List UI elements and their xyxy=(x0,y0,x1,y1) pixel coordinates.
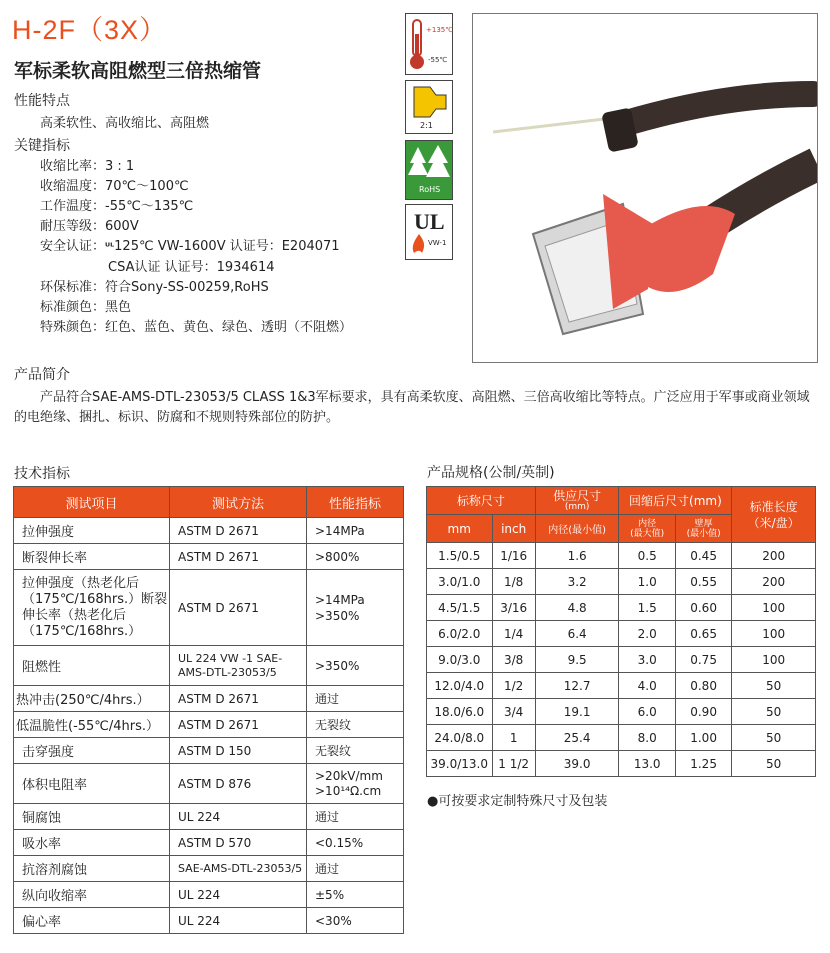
tech-col-header: 测试项目 xyxy=(14,487,170,518)
spec-heading: 产品规格(公制/英制) xyxy=(427,465,555,481)
product-title: H-2F（3X） xyxy=(12,15,168,45)
table-row: 铜腐蚀 UL 224 通过 xyxy=(14,804,404,830)
key-spec-row: 标准颜色：黑色 xyxy=(40,300,132,315)
thermometer-icon: +135℃ -55℃ xyxy=(405,13,453,75)
tech-col-header: 测试方法 xyxy=(170,487,307,518)
spec-note: ●可按要求定制特殊尺寸及包装 xyxy=(427,794,608,809)
table-row: 12.0/4.0 1/2 12.7 4.0 0.80 50 xyxy=(427,673,816,699)
key-specs-heading: 关键指标 xyxy=(14,138,70,154)
table-row: 24.0/8.0 1 25.4 8.0 1.00 50 xyxy=(427,725,816,751)
key-spec-row: 收缩温度：70℃～100℃ xyxy=(40,179,189,194)
table-row: 断裂伸长率 ASTM D 2671 >800% xyxy=(14,544,404,570)
spec-header-rid: 内径 (最大值) xyxy=(619,515,675,543)
table-row: 偏心率 UL 224 <30% xyxy=(14,908,404,934)
key-spec-row: 收缩比率：3 : 1 xyxy=(40,159,135,174)
spec-header-nominal: 标称尺寸 xyxy=(427,487,536,515)
key-spec-row: 耐压等级：600V xyxy=(40,219,139,234)
key-spec-row: CSA认证 认证号：1934614 xyxy=(108,260,275,275)
table-row: 9.0/3.0 3/8 9.5 3.0 0.75 100 xyxy=(427,647,816,673)
tech-table xyxy=(13,486,404,934)
key-spec-row: 工作温度：-55℃～135℃ xyxy=(40,199,194,214)
features-heading: 性能特点 xyxy=(14,93,70,109)
key-spec-row: 环保标准：符合Sony-SS-00259,RoHS xyxy=(40,280,269,295)
table-row: 6.0/2.0 1/4 6.4 2.0 0.65 100 xyxy=(427,621,816,647)
table-row: 击穿强度 ASTM D 150 无裂纹 xyxy=(14,738,404,764)
spec-header-inch: inch xyxy=(492,515,535,543)
intro-text: 产品符合SAE-AMS-DTL-23053/5 CLASS 1&3军标要求，具有高柔软度、高阻燃、三倍高收缩比等特点。广泛应用于军事或商业领域的电绝缘、捆扎、标识、防腐和不规则特殊部位的防护。 xyxy=(14,390,810,425)
product-subtitle: 军标柔软高阻燃型三倍热缩管 xyxy=(14,60,262,82)
ul-mark-icon: ᵁᴸ xyxy=(105,242,115,253)
key-spec-row: 特殊颜色：红色、蓝色、黄色、绿色、透明（不阻燃） xyxy=(40,320,353,335)
table-row: 拉伸强度（热老化后（175℃/168hrs.）断裂伸长率（热老化后（175℃/168hrs.） ASTM D 2671 >14MPa >350% xyxy=(14,570,404,646)
table-row: 拉伸强度 ASTM D 2671 >14MPa xyxy=(14,518,404,544)
table-row: 3.0/1.0 1/8 3.2 1.0 0.55 200 xyxy=(427,569,816,595)
table-row: 热冲击(250℃/4hrs.） ASTM D 2671 通过 xyxy=(14,686,404,712)
key-spec-row: 安全认证：ᵁᴸ125℃ VW-1600V 认证号：E204071 xyxy=(40,239,340,254)
key-specs-list xyxy=(40,157,352,338)
features-text: 高柔软性、高收缩比、高阻燃 xyxy=(40,116,210,131)
table-row: 吸水率 ASTM D 570 <0.15% xyxy=(14,830,404,856)
table-row: 4.5/1.5 3/16 4.8 1.5 0.60 100 xyxy=(427,595,816,621)
product-photo xyxy=(472,13,818,363)
spec-header-supply: 供应尺寸 (mm) xyxy=(535,487,619,515)
spec-header-recovered: 回缩后尺寸(mm) xyxy=(619,487,732,515)
ul-vw1-icon: UL VW-1 xyxy=(405,204,453,260)
table-row: 抗溶剂腐蚀 SAE-AMS-DTL-23053/5 通过 xyxy=(14,856,404,882)
table-row: 1.5/0.5 1/16 1.6 0.5 0.45 200 xyxy=(427,543,816,569)
table-row: 39.0/13.0 1 1/2 39.0 13.0 1.25 50 xyxy=(427,751,816,777)
table-row: 体积电阻率 ASTM D 876 >20kV/mm >10¹⁴Ω.cm xyxy=(14,764,404,804)
intro-heading: 产品简介 xyxy=(14,367,70,383)
rohs-tree-icon: RoHS xyxy=(405,140,453,200)
spec-header-wall: 壁厚 (最小值) xyxy=(675,515,731,543)
tech-heading: 技术指标 xyxy=(14,466,70,482)
tech-col-header: 性能指标 xyxy=(307,487,404,518)
table-row: 18.0/6.0 3/4 19.1 6.0 0.90 50 xyxy=(427,699,816,725)
spec-header-length: 标准长度 （米/盘） xyxy=(732,487,816,543)
table-row: 低温脆性(-55℃/4hrs.） ASTM D 2671 无裂纹 xyxy=(14,712,404,738)
table-row: 阻燃性 UL 224 VW -1 SAE-AMS-DTL-23053/5 >350% xyxy=(14,646,404,686)
spec-header-id: 内径(最小值) xyxy=(535,515,619,543)
table-row: 纵向收缩率 UL 224 ±5% xyxy=(14,882,404,908)
shrink-ratio-icon: 2:1 xyxy=(405,80,453,134)
spec-header-mm: mm xyxy=(427,515,493,543)
spec-table xyxy=(426,486,816,777)
